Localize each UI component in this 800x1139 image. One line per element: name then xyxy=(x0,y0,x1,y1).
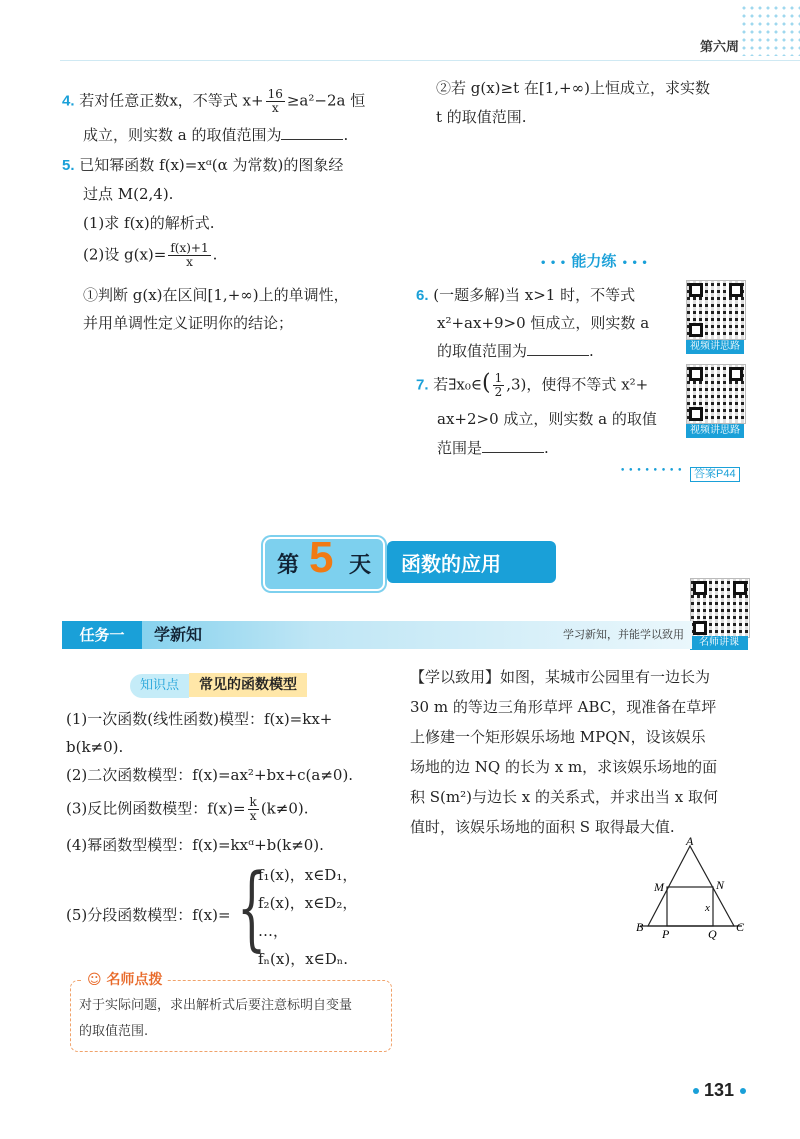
day-pre: 第 xyxy=(277,553,300,578)
ability-heading: • • • 能力练 • • • xyxy=(540,252,648,270)
knowledge-tag: 知识点 xyxy=(130,674,189,698)
q7-number: 7. xyxy=(416,376,429,394)
model-4: (4)幂函数型模型：f(x)=kxᵅ+b(k≠0). xyxy=(66,836,324,854)
q4-text-b: x，不等式 x+ xyxy=(169,91,264,110)
q5-sub1-line2: 并用单调性定义证明你的结论； xyxy=(83,314,294,332)
answer-reference[interactable]: 答案P44 xyxy=(690,467,740,482)
q4-line2: 成立，则实数 a 的取值范围为 . xyxy=(83,126,349,144)
q5-sub2-line1: ②若 g(x)≥t 在[1,+∞)上恒成立，求实数 xyxy=(436,79,710,97)
model-2: (2)二次函数模型：f(x)=ax²+bx+c(a≠0). xyxy=(66,766,354,784)
apply-line6: 值时，该娱乐场地的面积 S 取得最大值. xyxy=(410,818,675,836)
q4-fraction: $\frac{16}{x}$ xyxy=(267,87,283,115)
model-5-label: (5)分段函数模型：f(x)= xyxy=(66,906,231,924)
label-c: C xyxy=(736,920,745,934)
label-x: x xyxy=(705,902,710,914)
teacher-icon: ☺ xyxy=(87,972,102,988)
piecewise-brace: { xyxy=(237,854,267,961)
q5-part1: (1)求 f(x)的解析式. xyxy=(83,214,215,232)
tip-line1: 对于实际问题，求出解析式后要注意标明自变量 xyxy=(79,998,353,1013)
knowledge-point-tag xyxy=(130,673,307,697)
model-5-case2: f₂(x)，x∈D₂， xyxy=(258,894,358,912)
q4-line1 xyxy=(62,88,365,115)
q4-answer-blank[interactable] xyxy=(281,125,343,140)
header-divider xyxy=(60,60,800,61)
q6-line2: x²+ax+9>0 恒成立，则实数 a xyxy=(437,314,650,332)
tip-line2: 的取值范围. xyxy=(79,1024,149,1039)
q6-line1: 6. (一题多解)当 x>1 时，不等式 xyxy=(416,286,636,304)
apply-line1: 【学以致用】如图，某城市公园里有一边长为 xyxy=(410,668,711,686)
q5-line2: 过点 M(2,4). xyxy=(83,185,174,203)
task-bar xyxy=(62,621,692,649)
label-a: A xyxy=(686,834,694,848)
q4-text-c: ≥a²−2a 恒 xyxy=(286,91,366,110)
day-title: 函数的应用 xyxy=(401,552,501,576)
triangle-figure xyxy=(630,834,750,944)
q5-line1: 5. 已知幂函数 f(x)=xᵅ(α 为常数)的图象经 xyxy=(62,156,344,174)
label-n: N xyxy=(716,878,725,892)
q7-qr-label[interactable]: 视频讲思路 xyxy=(686,424,744,438)
task-label: 任务一 xyxy=(62,621,142,649)
q5-sub1-line1: ①判断 g(x)在区间[1,+∞)上的单调性， xyxy=(83,286,349,304)
answer-dots: • • • • • • • • xyxy=(620,466,683,476)
page-dot-right xyxy=(740,1088,746,1094)
lecture-qr-label[interactable]: 名师讲课 xyxy=(690,636,748,650)
apply-line2: 30 m 的等边三角形草坪 ABC，现准备在草坪 xyxy=(410,698,717,716)
model-1a: (1)一次函数(线性函数)模型：f(x)=kx+ xyxy=(66,710,333,728)
model-5-case1: f₁(x)，x∈D₁， xyxy=(258,866,358,884)
knowledge-title: 常见的函数模型 xyxy=(189,673,307,697)
q5-fraction: $\frac{f(x)+1}{x}$ xyxy=(170,241,209,269)
q7-answer-blank[interactable] xyxy=(482,438,544,453)
label-m: M xyxy=(654,880,664,894)
lecture-qr-code[interactable] xyxy=(690,578,750,638)
q7-qr-code[interactable] xyxy=(686,364,746,424)
week-label: 第六周 xyxy=(700,40,740,55)
q6-answer-blank[interactable] xyxy=(527,341,589,356)
model-3-fraction: $\frac{k}{x}$ xyxy=(249,795,257,823)
label-q: Q xyxy=(708,927,717,941)
label-b: B xyxy=(636,920,644,934)
q4-text-a: 若对任意正数 xyxy=(79,91,170,110)
model-1b: b(k≠0). xyxy=(66,738,124,756)
q4-number: 4. xyxy=(62,92,75,110)
page-number: 131 xyxy=(704,1080,735,1100)
q6-number: 6. xyxy=(416,287,429,304)
q5-sub2-line2: t 的取值范围. xyxy=(436,108,527,126)
q7-line1: 7. 若∃x₀∈( $\frac{1}{2}$ ,3)，使得不等式 x²+ xyxy=(416,370,649,399)
task-title: 学新知 xyxy=(154,625,203,644)
day-badge xyxy=(263,533,385,591)
day-banner xyxy=(263,533,556,587)
q7-fraction: $\frac{1}{2}$ xyxy=(494,371,503,399)
apply-line3: 上修建一个矩形娱乐场地 MPQN，设该娱乐 xyxy=(410,728,706,746)
day-post: 天 xyxy=(349,553,372,578)
apply-line4: 场地的边 NQ 的长为 x m，求该娱乐场地的面 xyxy=(410,758,718,776)
model-5-case3: …， xyxy=(258,922,289,940)
q6-qr-code[interactable] xyxy=(686,280,746,340)
model-3: (3)反比例函数模型：f(x)= $\frac{k}{x}$ (k≠0). xyxy=(66,795,309,823)
day-number: 5 xyxy=(309,533,334,582)
label-p: P xyxy=(662,927,670,941)
task-subtitle: 学习新知，并能学以致用 xyxy=(563,628,684,641)
apply-line5: 积 S(m²)与边长 x 的关系式，并求出当 x 取何 xyxy=(410,788,718,806)
q6-qr-label[interactable]: 视频讲思路 xyxy=(686,340,744,354)
q6-line3: 的取值范围为 . xyxy=(437,342,594,360)
model-5-case4: fₙ(x)，x∈Dₙ. xyxy=(258,950,349,968)
teacher-tip-box xyxy=(70,972,392,1052)
q7-line2: ax+2>0 成立，则实数 a 的取值 xyxy=(437,410,657,428)
header-dot-pattern xyxy=(740,4,800,56)
q5-number: 5. xyxy=(62,157,75,174)
page-dot-left xyxy=(693,1088,699,1094)
teacher-tip-heading: ☺ 名师点拨 xyxy=(83,969,166,989)
q5-part2: (2)设 g(x)= $\frac{f(x)+1}{x}$ . xyxy=(83,241,218,269)
q7-line3: 范围是 . xyxy=(437,439,549,457)
